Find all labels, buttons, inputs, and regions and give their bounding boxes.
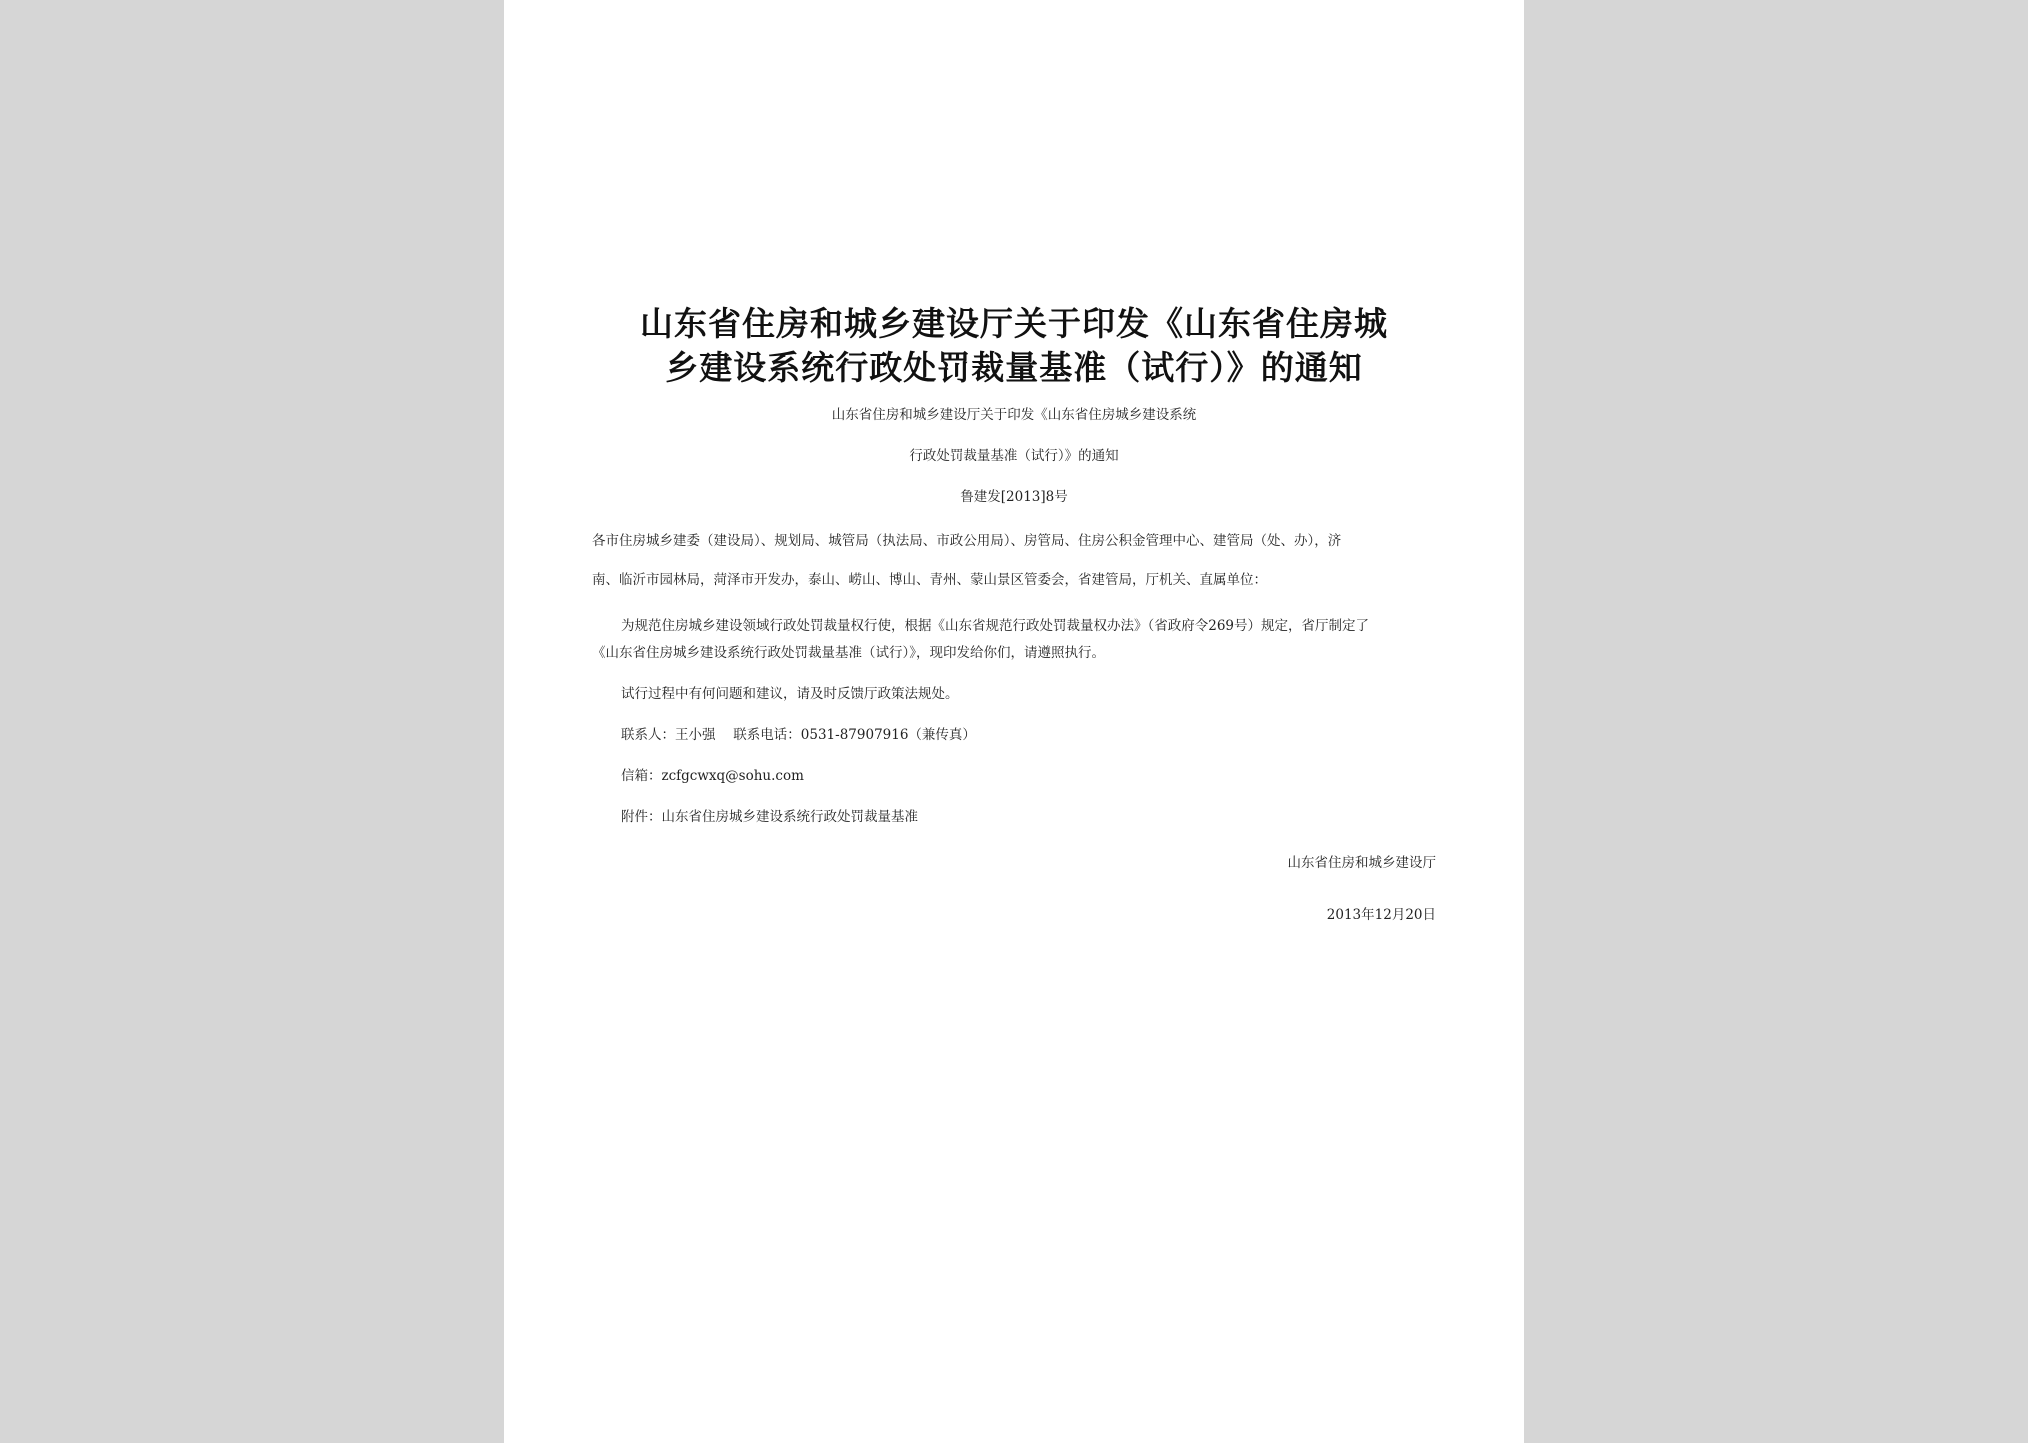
attachment-line: 附件：山东省住房城乡建设系统行政处罚裁量基准: [621, 809, 918, 825]
body-paragraph-line-1: 为规范住房城乡建设领域行政处罚裁量权行使，根据《山东省规范行政处罚裁量权办法》（省政府令269号）规定，省厅制定了: [621, 618, 1370, 634]
email-line: 信箱：zcfgcwxq@sohu.com: [621, 768, 804, 784]
issue-date: 2013年12月20日: [1326, 907, 1436, 923]
feedback-line: 试行过程中有何问题和建议，请及时反馈厅政策法规处。: [621, 686, 959, 702]
body-paragraph-line-2: 《山东省住房城乡建设系统行政处罚裁量基准（试行）》，现印发给你们，请遵照执行。: [592, 645, 1105, 661]
document-number: 鲁建发[2013]8号: [960, 489, 1068, 505]
document-page: [504, 0, 1524, 1443]
addressee-line-1: 各市住房城乡建委（建设局）、规划局、城管局（执法局、市政公用局）、房管局、住房公积金管理中心、建管局（处、办），济: [592, 533, 1342, 549]
document-subtitle-line-1: 山东省住房和城乡建设厅关于印发《山东省住房城乡建设系统: [831, 407, 1197, 423]
document-subtitle-line-2: 行政处罚裁量基准（试行）》的通知: [909, 448, 1119, 464]
addressee-line-2: 南、临沂市园林局，菏泽市开发办，泰山、崂山、博山、青州、蒙山景区管委会，省建管局，厅机关、直属单位：: [592, 572, 1267, 588]
contact-line: 联系人：王小强 联系电话：0531-87907916（兼传真）: [621, 727, 976, 743]
document-title-line-2: 乡建设系统行政处罚裁量基准（试行）》的通知: [665, 348, 1363, 387]
issuer-signature: 山东省住房和城乡建设厅: [1287, 855, 1436, 871]
document-title-line-1: 山东省住房和城乡建设厅关于印发《山东省住房城: [640, 304, 1388, 343]
